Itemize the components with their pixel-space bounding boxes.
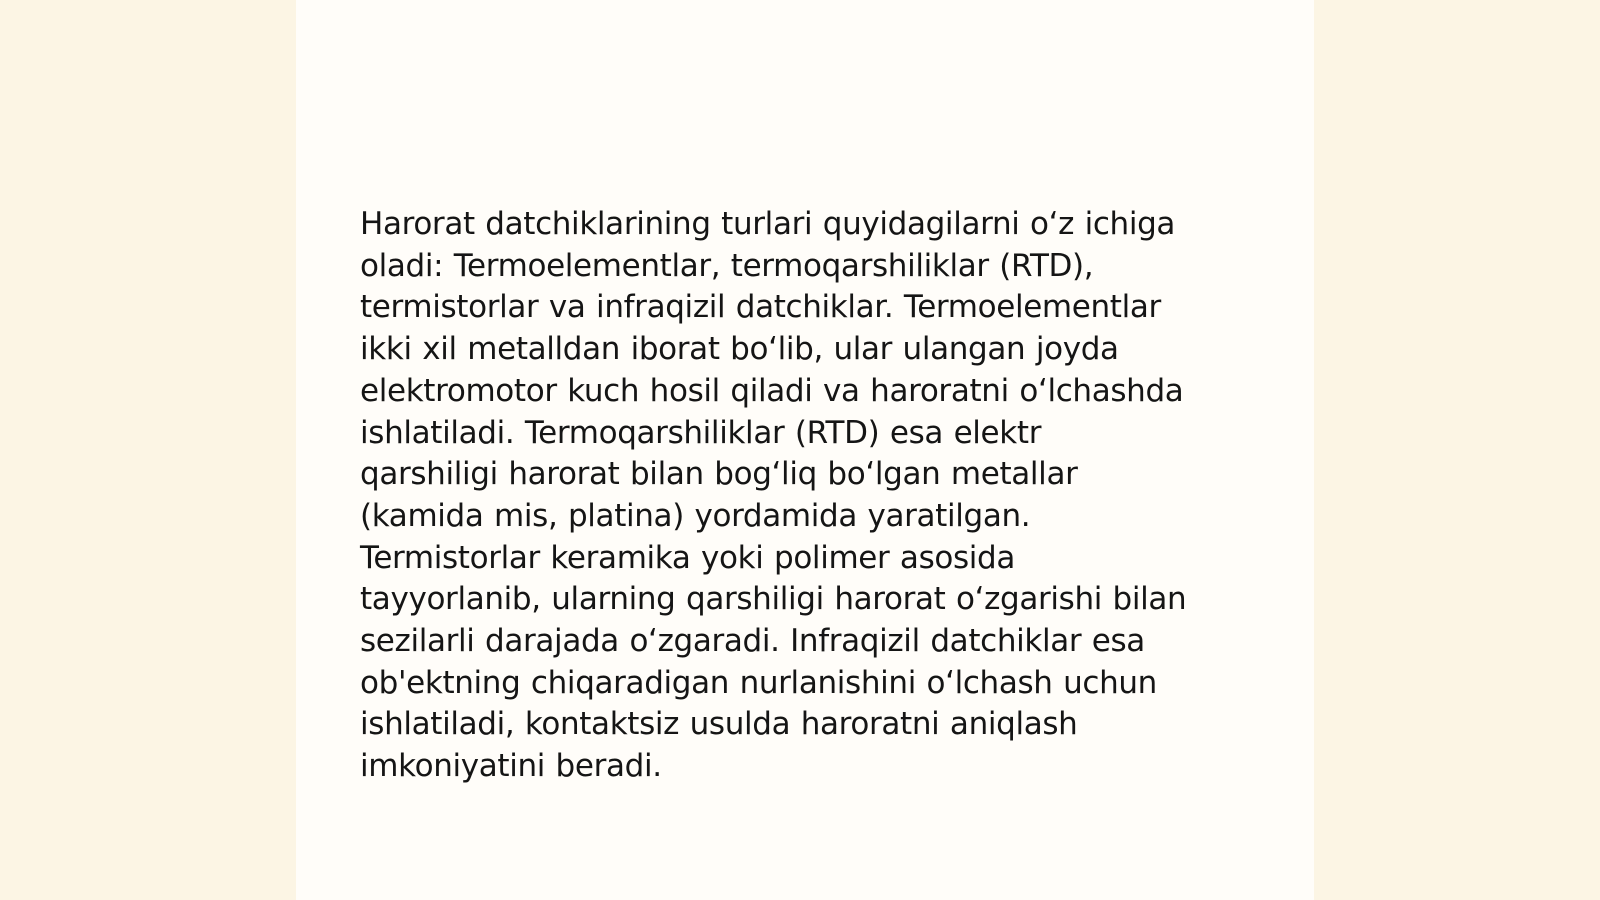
slide-body-text: Harorat datchiklarining turlari quyidagilarni oʻz ichiga oladi: Termoelementlar, termoqarshiliklar (RTD), termistorlar va infraqizil datchiklar. Termoelementlar ikki xil metalldan iborat boʻlib, ular ulangan joyda elektromotor kuch hosil qiladi va haroratni oʻlchashda ishlatiladi. Termoqarshiliklar (RTD) esa elektr qarshiligi harorat bilan bogʻliq boʻlgan metallar (kamida mis, platina) yordamida yaratilgan. Termistorlar keramika yoki polimer asosida tayyorlanib, ularning qarshiligi harorat oʻzgarishi bilan sezilarli darajada oʻzgaradi. Infraqizil datchiklar esa ob'ektning chiqaradigan nurlanishini oʻlchash uchun ishlatiladi, kontaktsiz usulda haroratni aniqlash imkoniyatini beradi. [360,206,1187,785]
right-background-panel [1314,0,1600,900]
left-background-panel [0,0,296,900]
document-slide [296,0,1314,900]
